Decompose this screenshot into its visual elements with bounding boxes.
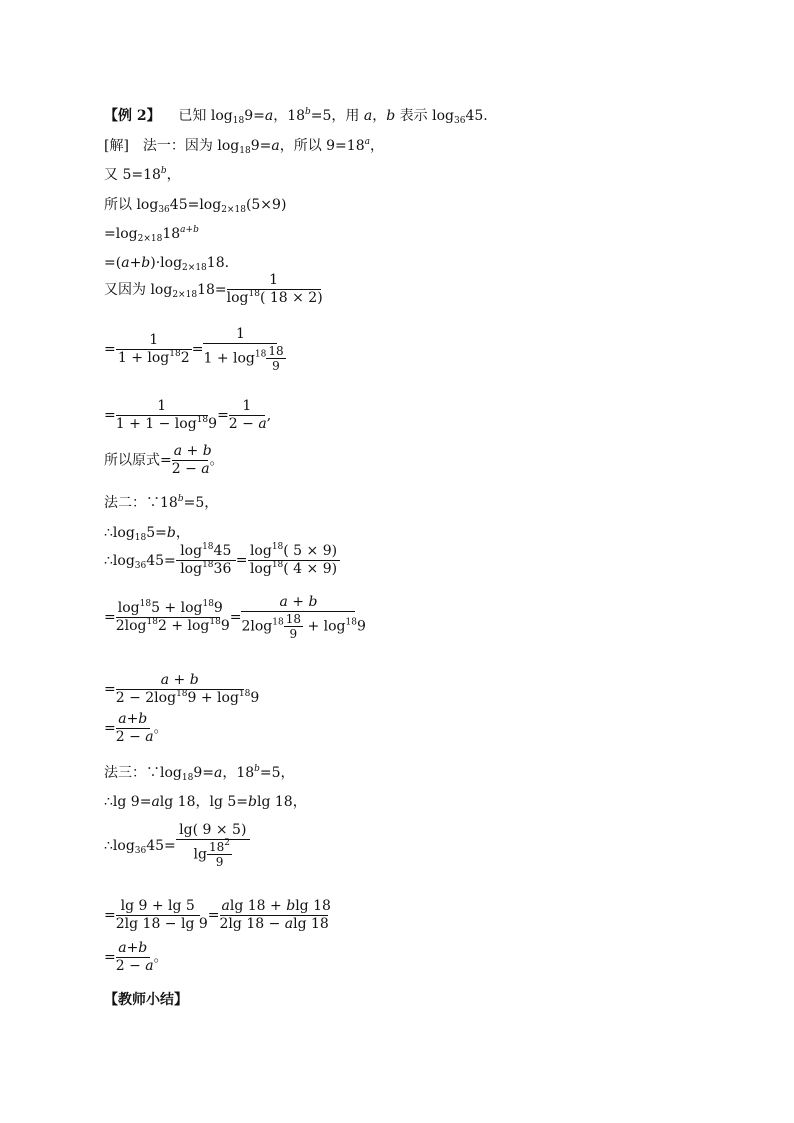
m2-line1: 法二：$\because 18^b=5$， (104, 494, 219, 511)
m1-line4: $=\log_{2\times 18}18^{a+b}$ (104, 225, 199, 244)
example-header: 【例 2】 已知 $\log_{18}9=a$，$18^b=5$，用 a，b 表示 $\log_{36}45$. (104, 107, 488, 126)
example-label: 【例 2】 (104, 108, 161, 124)
m1-line8: = $\frac{1}{1 + 1 - \log^{18}9}$ = $\frac{1}{2 - a}$ , (104, 398, 272, 432)
m1-line7: = $\frac{1}{1 + \log^{18}2}$ = 1 $1 + \log^{18}$ $\frac{18}{9}$ (104, 326, 284, 373)
fraction: $\frac{\lg 9 + \lg 5}{2\lg 18 - \lg 9}$ (115, 898, 208, 932)
teacher-summary-heading: 【教师小结】 (104, 992, 188, 1008)
m2-line2: $\therefore\log_{18}5=b$， (104, 525, 190, 543)
fraction: $\frac{\log^{18}( 5 \times 9)}{\log^{18}( 4 \times 9)}$ (248, 543, 340, 578)
fraction: $\frac{1}{1 + \log^{18}2}$ (116, 332, 192, 367)
m2-line6: = $\frac{a+b}{2 - a}$ 。 (104, 711, 168, 745)
fraction: lg( 9 × 5) lg $\frac{18^2}{9}$ (176, 822, 250, 869)
m3-line5: = $\frac{a+b}{2 - a}$ 。 (104, 940, 168, 974)
m3-line1: 法三：$\because\log_{18}9=a$，$18^b=5$， (104, 764, 295, 783)
m1-line5: $=(a+b)\cdot\log_{2\times 18}18$. (104, 255, 230, 273)
fraction: 1 $1 + \log^{18}$ $\frac{18}{9}$ (203, 326, 284, 373)
fraction: $\frac{1}{2 - a}$ (228, 398, 267, 432)
m1-line9: 所以原式= $\frac{a + b}{2 - a}$ 。 (104, 443, 224, 477)
m2-line5: = $\frac{a + b}{2 - 2\log^{18}9 + \log^{18}9}$ (104, 672, 260, 706)
m1-line3: 所以 $\log_{36}45=\log_{2\times 18}(5\times 9)$ (104, 197, 287, 215)
m3-line2: ∴lg 9=alg 18，lg 5=blg 18， (104, 794, 307, 810)
m1-line6: 又因为 $\log_{2\times 18}18=$ $\frac{1}{\log^{18}( 18 \times 2)}$ (104, 272, 323, 306)
m1-line2: 又 $5=18^b$， (104, 166, 181, 183)
fraction: a + b $2\log^{18}$ $\frac{18}{9}$ + $\log^{18}9$ (241, 594, 366, 641)
fraction: $\frac{\log^{18}45}{\log^{18}36}$ (176, 543, 236, 578)
m2-line4: = $\frac{\log^{18}5 + \log^{18}9}{2\log^{18}2 + \log^{18}9}$ = a + b $2\log^{18}$ $\frac{18}{9}$ + $\log^{18}9$ (104, 594, 366, 641)
fraction: $\frac{a+b}{2 - a}$ (115, 711, 154, 745)
fraction: $\frac{a + b}{2 - 2\log^{18}9 + \log^{18}9}$ (115, 672, 260, 706)
m1-line1: [解] 法一：因为 $\log_{18}9=a$，所以 $9=18^a$， (104, 137, 384, 156)
fraction: $\frac{1}{1 + 1 - \log^{18}9}$ (115, 398, 218, 432)
m3-line3: $\therefore\log_{36}45=$ lg( 9 × 5) lg $\frac{18^2}{9}$ (104, 822, 250, 869)
fraction: $\frac{a + b}{2 - a}$ (171, 443, 212, 477)
fraction: $\frac{a+b}{2 - a}$ (115, 940, 154, 974)
fraction: $\frac{1}{\log^{18}( 18 \times 2)}$ (226, 272, 323, 306)
fraction: $\frac{\log^{18}5 + \log^{18}9}{2\log^{18}2 + \log^{18}9}$ (115, 599, 230, 634)
m2-line3: $\therefore\log_{36}45=$ $\frac{\log^{18}45}{\log^{18}36}$ = $\frac{\log^{18}( 5 \times 9)}{\log^{18}( 4 \times 9)}$ (104, 543, 340, 578)
fraction: $\frac{alg 18 + blg 18}{2\lg 18 - alg 18}$ (219, 898, 331, 932)
m3-line4: = $\frac{\lg 9 + \lg 5}{2\lg 18 - \lg 9}$ = $\frac{alg 18 + blg 18}{2\lg 18 - alg 18}$ (104, 898, 331, 932)
